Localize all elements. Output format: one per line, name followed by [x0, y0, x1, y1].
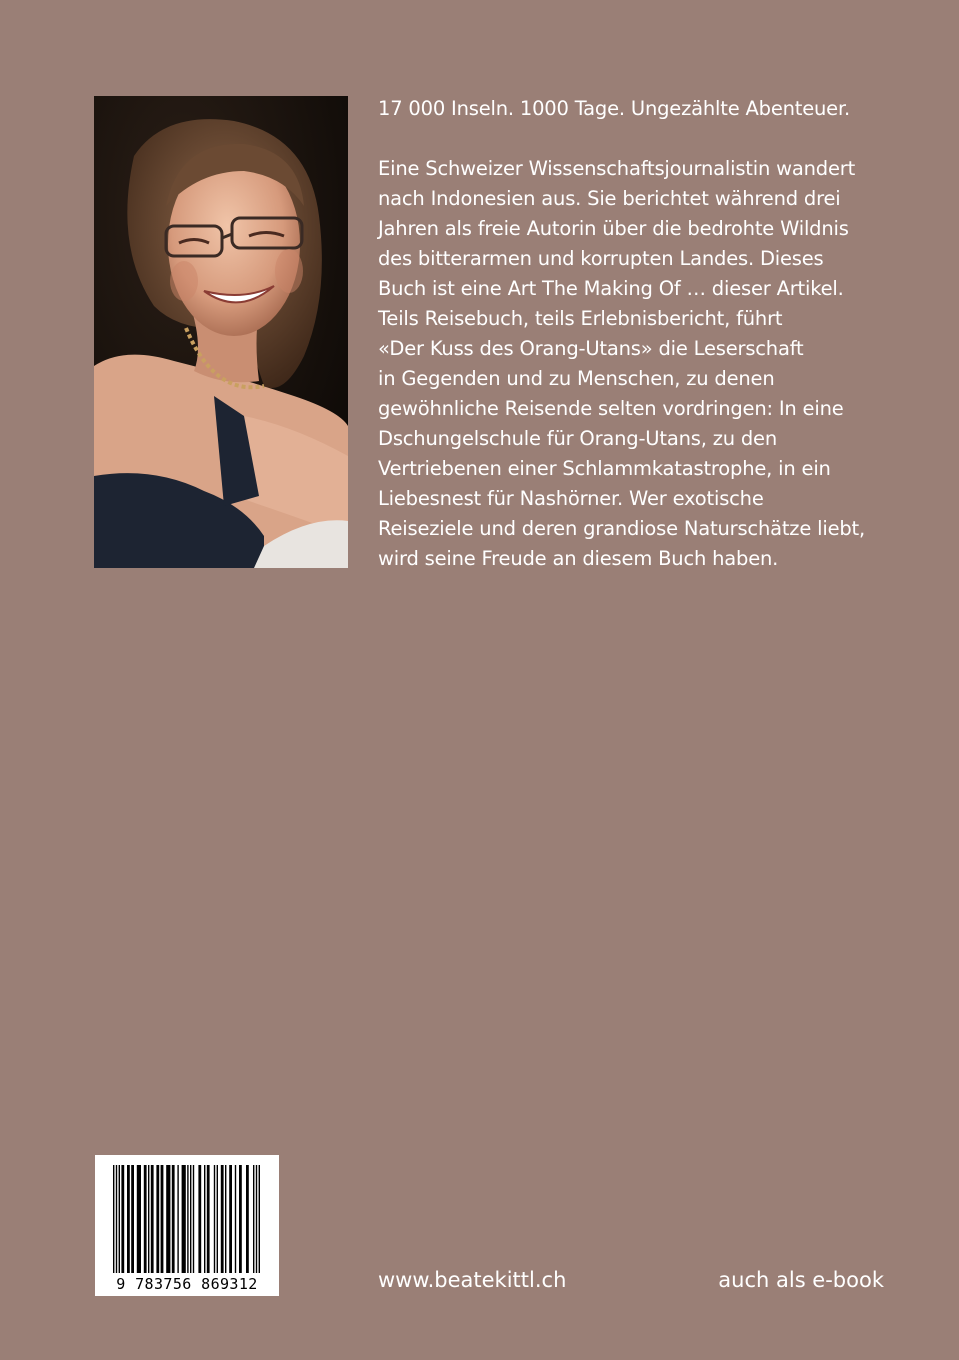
blurb-line: Buch ist eine Art The Making Of … dieser Artikel.	[378, 277, 844, 300]
barcode-bars	[95, 1155, 279, 1277]
barcode-bar	[256, 1165, 257, 1273]
barcode-bar	[187, 1165, 188, 1273]
barcode-bar	[127, 1165, 130, 1273]
barcode-bar	[113, 1165, 114, 1273]
ebook-note: auch als e-book	[718, 1268, 884, 1292]
barcode-bar	[131, 1165, 134, 1273]
barcode-bar	[221, 1165, 224, 1273]
barcode-bar	[161, 1165, 164, 1273]
barcode-bar	[166, 1165, 170, 1273]
barcode-bar	[151, 1165, 154, 1273]
blurb-line: Teils Reisebuch, teils Erlebnisbericht, führt	[378, 307, 783, 330]
blurb-line: nach Indonesien aus. Sie berichtet während drei	[378, 187, 841, 210]
isbn-barcode	[95, 1155, 279, 1296]
barcode-bar	[246, 1165, 249, 1273]
back-cover-text	[378, 94, 918, 574]
barcode-bar	[235, 1165, 236, 1273]
blurb-line: des bitterarmen und korrupten Landes. Dieses	[378, 247, 824, 270]
barcode-bar	[121, 1165, 124, 1273]
barcode-bar	[156, 1165, 159, 1273]
barcode-bar	[253, 1165, 254, 1273]
blurb-line: Vertriebenen einer Schlammkatastrophe, in ein	[378, 457, 831, 480]
barcode-bar	[204, 1165, 205, 1273]
blurb-line: Jahren als freie Autorin über die bedrohte Wildnis	[378, 217, 849, 240]
barcode-bar	[172, 1165, 175, 1273]
barcode-bar	[225, 1165, 226, 1273]
isbn-number: 9 783756 869312	[116, 1275, 258, 1293]
blurb-line: Liebesnest für Nashörner. Wer exotische	[378, 487, 764, 510]
barcode-bar	[239, 1165, 242, 1273]
barcode-bar	[177, 1165, 178, 1273]
barcode-bar	[193, 1165, 194, 1273]
author-photo	[94, 96, 348, 568]
blurb-line: in Gegenden und zu Menschen, zu denen	[378, 367, 775, 390]
blurb-line: «Der Kuss des Orang-Utans» die Leserschaft	[378, 337, 804, 360]
barcode-bar	[148, 1165, 149, 1273]
blurb-line: gewöhnliche Reisende selten vordringen: In eine	[378, 397, 844, 420]
blurb-paragraph	[378, 154, 918, 574]
blurb-line: Dschungelschule für Orang-Utans, zu den	[378, 427, 778, 450]
barcode-bar	[214, 1165, 215, 1273]
barcode-bar	[190, 1165, 191, 1273]
barcode-bar	[259, 1165, 260, 1273]
barcode-bar	[182, 1165, 186, 1273]
blurb-line: wird seine Freude an diesem Buch haben.	[378, 547, 779, 570]
barcode-bar	[119, 1165, 120, 1273]
barcode-bar	[229, 1165, 232, 1273]
barcode-bar	[198, 1165, 201, 1273]
barcode-bar	[137, 1165, 141, 1273]
barcode-bar	[217, 1165, 218, 1273]
barcode-bar	[144, 1165, 147, 1273]
tagline: 17 000 Inseln. 1000 Tage. Ungezählte Abenteuer.	[378, 97, 851, 120]
website-link[interactable]: www.beatekittl.ch	[378, 1268, 567, 1292]
blurb-line: Eine Schweizer Wissenschaftsjournalistin wandert	[378, 157, 856, 180]
author-portrait-illustration	[94, 96, 348, 568]
barcode-bar	[116, 1165, 117, 1273]
blurb-line: Reiseziele und deren grandiose Naturschätze liebt,	[378, 517, 865, 540]
barcode-bar	[207, 1165, 210, 1273]
